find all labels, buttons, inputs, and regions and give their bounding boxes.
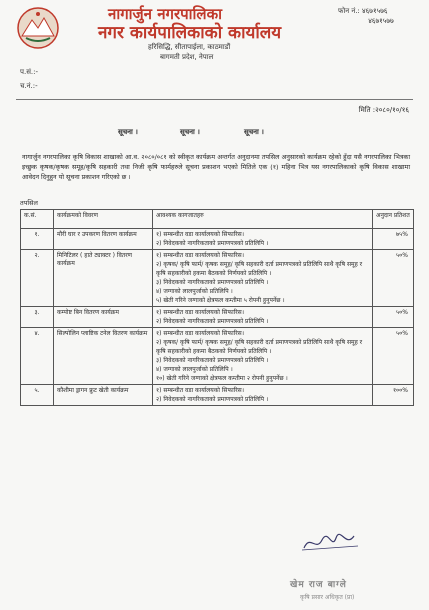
notice-body: नागार्जुन नगरपालिका कृषि विकास शाखाको आ.व. २०८०/०८१ को स्वीकृत कार्यक्रम अन्तर्गत अनुदानमा तपसिल अनुसारको कार्यक्रम रहेको हुँदा यसै नगरपालिका भित्रका इच्छुक कृषक/कृषक समूह/कृषि सहकारी तथा निजी कृषि फार्महरुले सूचना प्रकाशन भएको मितिले एक (१) महिना भित्र यस नगरपालिकाको कृषि विकास शाखामा आवेदन दिनुहुन यो सूचना प्रकाशन गरिएको छ ।	[22, 153, 410, 181]
row-program: कम्पोष्ट बिन वितरण कार्यक्रम	[54, 307, 153, 328]
dispatch-number: च.नं.:-	[20, 82, 38, 90]
document-item: ४) जग्गाको लालपुर्जाको प्रतिलिपि ।	[156, 366, 233, 373]
document-item: ३) निवेदकको नागरिकताको प्रमाणपत्रको प्रतिलिपि ।	[156, 357, 269, 364]
office-name: नगर कार्यपालिकाको कार्यालय	[98, 23, 282, 43]
document-item: १) सम्बन्धीत वडा कार्यालयको सिफारिस।	[156, 330, 244, 337]
document-item: २) निवेदकको नागरिकताको प्रमाणपत्रको प्रतिलिपि ।	[156, 240, 269, 247]
row-program: मौरी घार र उपकरण वितरण कार्यक्रम	[54, 229, 153, 250]
table-row	[21, 229, 414, 250]
signature-scribble	[300, 530, 360, 554]
document-item: १) सम्बन्धीत वडा कार्यालयको सिफारिस।	[156, 309, 244, 316]
header-documents: आवश्यक कागजातहरु	[153, 210, 373, 229]
document-item: २) कृषक/ कृषि फार्म/ कृषक समूह/ कृषि सहकारी दर्ता प्रमाणपत्रको प्रतिलिपि साथै कृषि समूह र कृषि सहकारीको हकमा बैठकको निर्णयको प्रतिलिपि ।	[156, 261, 363, 277]
row-program: मिनिटिलर ( हाते ट्याक्टर ) वितरण कार्यक्रम	[54, 250, 153, 307]
office-address: हरिसिद्धि, सीतापाईला, काठमाडौं	[148, 43, 231, 51]
letter-number: प.सं.:-	[20, 68, 39, 76]
municipality-name: नागार्जुन नगरपालिका	[108, 5, 222, 23]
document-item: १) सम्बन्धीत वडा कार्यालयको सिफारिस।	[156, 252, 244, 259]
row-percent: ७५%	[373, 229, 414, 250]
program-table	[20, 209, 414, 406]
header-program: कार्यक्रमको विवरण	[54, 210, 153, 229]
table-row	[21, 307, 414, 328]
notice-word-2: सूचना ।	[180, 128, 200, 136]
row-documents	[153, 229, 373, 250]
row-serial: ५.	[21, 385, 54, 406]
row-percent: ५०%	[373, 328, 414, 385]
table-row	[21, 328, 414, 385]
row-documents	[153, 250, 373, 307]
document-item: १) सम्बन्धीत वडा कार्यालयको सिफारिस।	[156, 387, 244, 394]
row-documents	[153, 307, 373, 328]
nepal-emblem-icon	[16, 6, 60, 50]
row-serial: २.	[21, 250, 54, 307]
table-row	[21, 385, 414, 406]
phone-label: फोन नं.:	[338, 7, 360, 15]
phone-number-1: ४६७१५७६	[362, 7, 388, 15]
row-program: कौशीमा ड्रागन फ्रुट खेती कार्यक्रम	[54, 385, 153, 406]
notice-word-1: सूचना ।	[118, 128, 138, 136]
table-row	[21, 250, 414, 307]
document-item: ४) जग्गाको लालपुर्जाको प्रतिलिपि ।	[156, 288, 233, 295]
header-serial: क.सं.	[21, 210, 54, 229]
document-item: १) सम्बन्धीत वडा कार्यालयको सिफारिस।	[156, 231, 244, 238]
row-percent: १००%	[373, 385, 414, 406]
row-program: सिल्पोलिन प्लाष्टिक टनेल वितरण कार्यक्रम	[54, 328, 153, 385]
document-item: १०) खेती गरिने जग्गाको क्षेत्रफल कम्तीमा २ रोपनी हुनुपर्नेछ ।	[156, 375, 288, 382]
table-header-row	[21, 210, 414, 229]
phone-block	[338, 6, 394, 26]
row-percent: ५०%	[373, 250, 414, 307]
row-serial: १.	[21, 229, 54, 250]
notice-word-3: सूचना ।	[244, 128, 264, 136]
row-serial: ३.	[21, 307, 54, 328]
document-item: २) निवेदकको नागरिकताको प्रमाणपत्रको प्रतिलिपि ।	[156, 318, 269, 325]
office-province: बागमती प्रदेश, नेपाल	[160, 53, 214, 61]
row-percent: ५०%	[373, 307, 414, 328]
row-serial: ४.	[21, 328, 54, 385]
signatory-name: खेम राज बाग्ले	[290, 580, 347, 590]
document-date: मिति :२०८०/१०/१६	[358, 106, 409, 114]
row-documents	[153, 328, 373, 385]
document-item: ५) खेती गरिने जग्गाको क्षेत्रफल कम्तीमा ५ रोपनी हुनुपर्नेछ ।	[156, 297, 285, 304]
table-caption: तपसिल	[20, 199, 38, 207]
document-item: २) कृषक/ कृषि फार्म/ कृषक समूह/ कृषि सहकारी दर्ता प्रमाणपत्रको प्रतिलिपि साथै कृषि समूह र कृषि सहकारीको हकमा बैठकको निर्णयको प्रतिलिपि ।	[156, 339, 363, 355]
signatory-title: कृषि प्रसार अधिकृत (प्रा)	[300, 594, 355, 601]
header-percent: अनुदान प्रतिशत	[373, 210, 414, 229]
document-item: २) निवेदकको नागरिकताको प्रमाणपत्रको प्रतिलिपि ।	[156, 396, 269, 403]
header-divider	[16, 99, 413, 100]
row-documents	[153, 385, 373, 406]
document-item: ३) निवेदकको नागरिकताको प्रमाणपत्रको प्रतिलिपि ।	[156, 279, 269, 286]
phone-number-2: ४६७१५७७	[368, 17, 394, 25]
